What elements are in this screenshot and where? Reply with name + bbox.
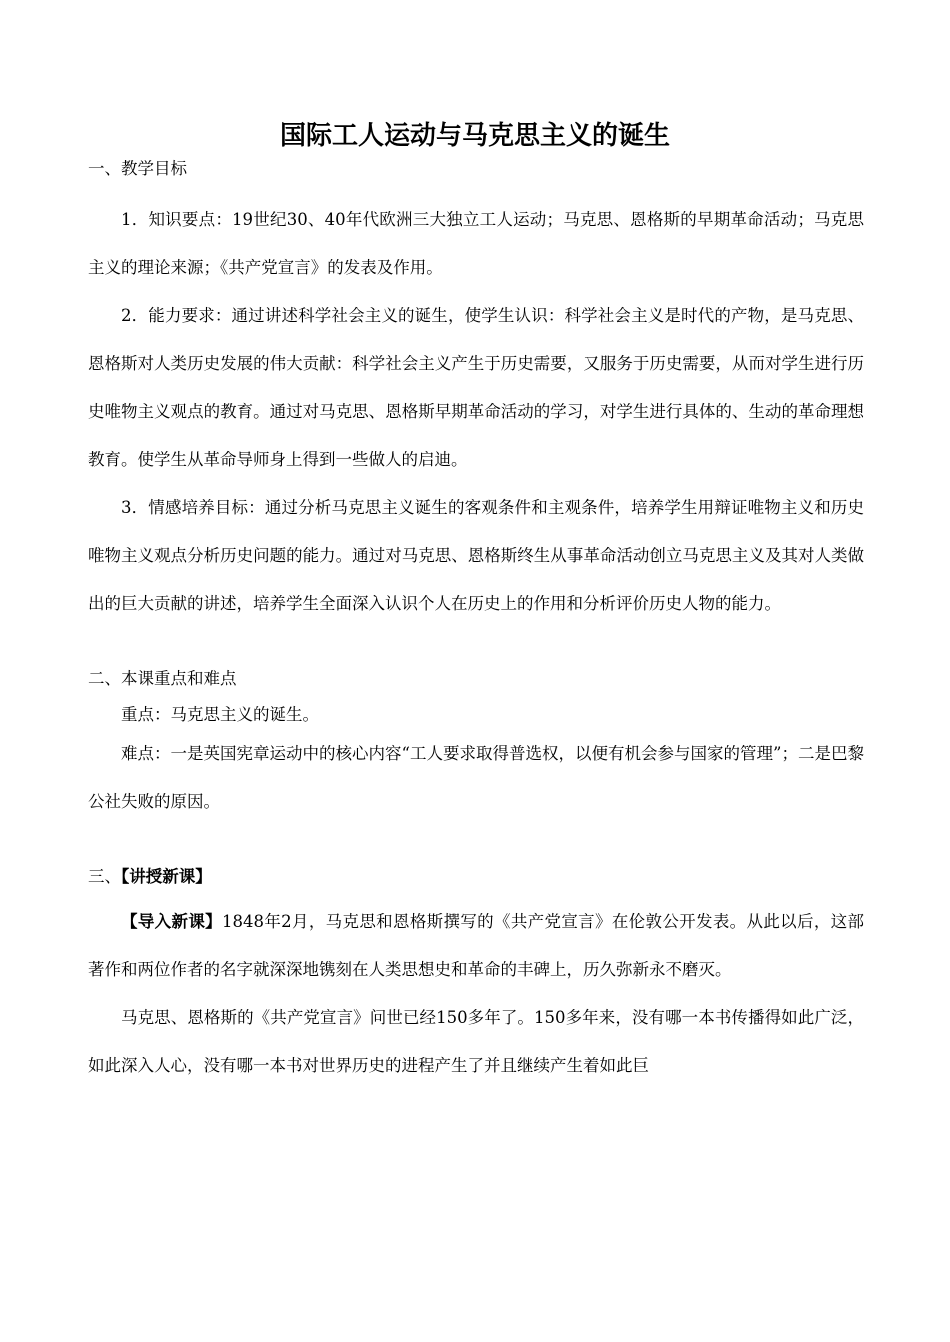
section-heading-new-lesson	[88, 862, 864, 892]
intro-label: 【导入新课】	[121, 912, 222, 931]
paragraph-intro	[88, 898, 864, 994]
paragraph-key-point: 重点：马克思主义的诞生。	[121, 705, 319, 724]
paragraph-emotional-goals: 3．情感培养目标：通过分析马克思主义诞生的客观条件和主观条件，培养学生用辩证唯物主义和历史唯物主义观点分析历史问题的能力。通过对马克思、恩格斯终生从事革命活动创立马克思主义及其对人类做出的巨大贡献的讲述，培养学生全面深入认识个人在历史上的作用和分析评价历史人物的能力。	[88, 498, 864, 613]
document-title: 国际工人运动与马克思主义的诞生	[279, 121, 670, 151]
paragraph-knowledge-points: 1．知识要点：19世纪30、40年代欧洲三大独立工人运动；马克思、恩格斯的早期革命活动；马克思主义的理论来源；《共产党宣言》的发表及作用。	[88, 210, 864, 277]
intro-text: 1848年2月，马克思和恩格斯撰写的《共产党宣言》在伦敦公开发表。从此以后，这部著作和两位作者的名字就深深地镌刻在人类思想史和革命的丰碑上，历久弥新永不磨灭。	[88, 912, 864, 979]
paragraph-manifesto: 马克思、恩格斯的《共产党宣言》问世已经150多年了。150多年来，没有哪一本书传播得如此广泛，如此深入人心，没有哪一本书对世界历史的进程产生了并且继续产生着如此巨	[88, 1008, 864, 1075]
paragraph-difficulty: 难点：一是英国宪章运动中的核心内容“工人要求取得普选权，以便有机会参与国家的管理”；二是巴黎公社失败的原因。	[88, 744, 864, 811]
paragraph-ability-requirements: 2．能力要求：通过讲述科学社会主义的诞生，使学生认识：科学社会主义是时代的产物，是马克思、恩格斯对人类历史发展的伟大贡献：科学社会主义产生于历史需要，又服务于历史需要，从而对学生进行历史唯物主义观点的教育。通过对马克思、恩格斯早期革命活动的学习，对学生进行具体的、生动的革命理想教育。使学生从革命导师身上得到一些做人的启迪。	[88, 306, 864, 469]
document-body	[88, 154, 864, 1090]
section-heading-key-points: 二、本课重点和难点	[88, 669, 237, 688]
section-heading-prefix: 三、	[88, 867, 121, 886]
section-heading-bold: 【讲授新课】	[121, 867, 212, 886]
section-heading-objectives: 一、教学目标	[88, 159, 187, 178]
